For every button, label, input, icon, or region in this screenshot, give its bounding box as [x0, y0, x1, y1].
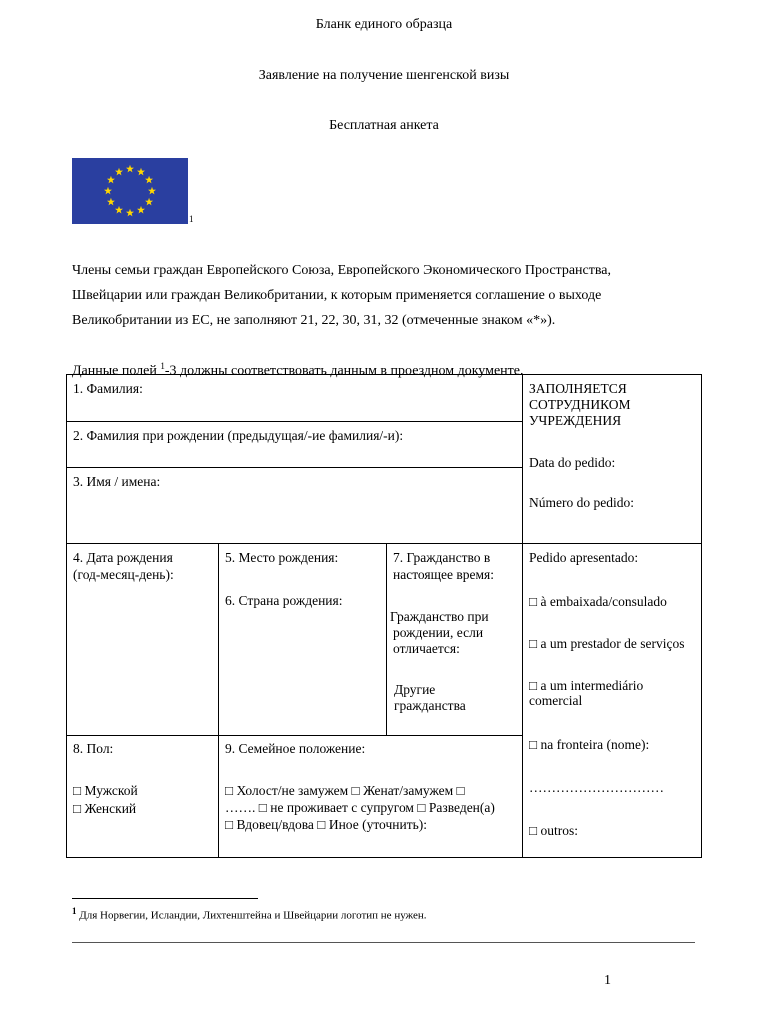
nationality-label-1: 7. Гражданство в — [393, 550, 491, 565]
footnote-mark: 1 — [72, 906, 77, 916]
eu-star-icon — [115, 206, 123, 214]
page-title: Заявление на получение шенгенской визы — [258, 68, 510, 83]
dob-label-1: 4. Дата рождения — [73, 550, 173, 565]
eu-star-icon — [145, 198, 153, 206]
eu-star-icon — [137, 168, 145, 176]
footnote — [72, 906, 427, 922]
lodged-intermediary-checkbox[interactable]: □ a um intermediário — [529, 678, 644, 693]
lodged-provider-checkbox[interactable]: □ a um prestador de serviços — [529, 636, 685, 651]
page-bottom-rule — [72, 942, 695, 943]
application-date-label: Data do pedido: — [529, 455, 616, 470]
intro-paragraph — [72, 258, 712, 333]
nationality-at-birth-3: отличается: — [393, 641, 460, 656]
place-of-birth-field[interactable] — [218, 543, 387, 736]
eu-star-icon — [126, 165, 134, 173]
sex-male-checkbox[interactable]: □ Мужской — [73, 783, 138, 798]
official-heading-3: УЧРЕЖДЕНИЯ — [529, 413, 622, 428]
sex-female-checkbox[interactable]: □ Женский — [73, 801, 137, 816]
first-names-label: 3. Имя / имена: — [73, 474, 161, 489]
lodged-intermediary-label-2: comercial — [529, 693, 583, 708]
eu-star-icon — [137, 206, 145, 214]
sex-label: 8. Пол: — [73, 741, 114, 756]
lodged-embassy-checkbox[interactable]: □ à embaixada/consulado — [529, 594, 667, 609]
surname-label: 1. Фамилия: — [73, 381, 143, 396]
marital-options-1[interactable]: □ Холост/не замужем □ Женат/замужем □ — [225, 783, 465, 798]
eu-star-icon — [107, 176, 115, 184]
flag-footnote-mark: 1 — [189, 214, 194, 224]
nationality-label-2: настоящее время: — [393, 567, 495, 582]
application-number-label: Número do pedido: — [529, 495, 634, 510]
eu-star-icon — [145, 176, 153, 184]
form-type-heading: Бланк единого образца — [315, 17, 453, 32]
footnote-separator — [72, 898, 258, 899]
birth-surname-label: 2. Фамилия при рождении (предыдущая/-ие фамилия/-и): — [73, 428, 404, 443]
border-name-dots: ………………………… — [529, 780, 664, 795]
fields-note-start: Данные полей — [72, 363, 161, 379]
lodged-other-checkbox[interactable]: □ outros: — [529, 823, 579, 838]
marital-options-2[interactable]: ……. □ не проживает с супругом □ Разведен(а) — [225, 800, 495, 815]
intro-line-3: Великобритании из ЕС, не заполняют 21, 22, 30, 31, 32 (отмеченные знаком «*»). — [72, 313, 556, 328]
official-heading-2: СОТРУДНИКОМ — [529, 397, 631, 412]
page-number: 1 — [604, 973, 611, 988]
official-heading-1: ЗАПОЛНЯЕТСЯ — [529, 381, 627, 396]
eu-stars-icon — [72, 158, 188, 224]
eu-star-icon — [126, 209, 134, 217]
footnote-text: Для Норвегии, Исландии, Лихтенштейна и Швейцарии логотип не нужен. — [76, 909, 427, 922]
eu-star-icon — [115, 168, 123, 176]
intro-line-1: Члены семьи граждан Европейского Союза, Европейского Экономического Пространства, — [72, 263, 611, 278]
eu-star-icon — [104, 187, 112, 195]
fields-note-end: -3 должны соответствовать данным в проездном документе. — [164, 363, 524, 379]
other-nationalities-1: Другие — [394, 682, 436, 697]
lodged-border-checkbox[interactable]: □ na fronteira (nome): — [529, 737, 650, 752]
nationality-at-birth-1: Гражданство при — [390, 609, 489, 624]
page-subtitle: Бесплатная анкета — [329, 118, 439, 133]
country-of-birth-label: 6. Страна рождения: — [225, 593, 343, 608]
eu-star-icon — [107, 198, 115, 206]
place-of-birth-label: 5. Место рождения: — [225, 550, 339, 565]
marital-status-label: 9. Семейное положение: — [225, 741, 366, 756]
other-nationalities-2: гражданства — [394, 698, 466, 713]
marital-options-3[interactable]: □ Вдовец/вдова □ Иное (уточнить): — [225, 817, 427, 832]
eu-star-icon — [148, 187, 156, 195]
application-lodged-label: Pedido apresentado: — [529, 550, 639, 565]
nationality-at-birth-2: рождении, если — [393, 625, 484, 640]
dob-label-2: (год-месяц-день): — [73, 567, 174, 582]
intro-line-2: Швейцарии или граждан Великобритании, к которым применяется соглашение о выходе — [72, 288, 602, 303]
fields-note-sup: 1 — [160, 361, 165, 371]
eu-flag — [72, 158, 188, 224]
